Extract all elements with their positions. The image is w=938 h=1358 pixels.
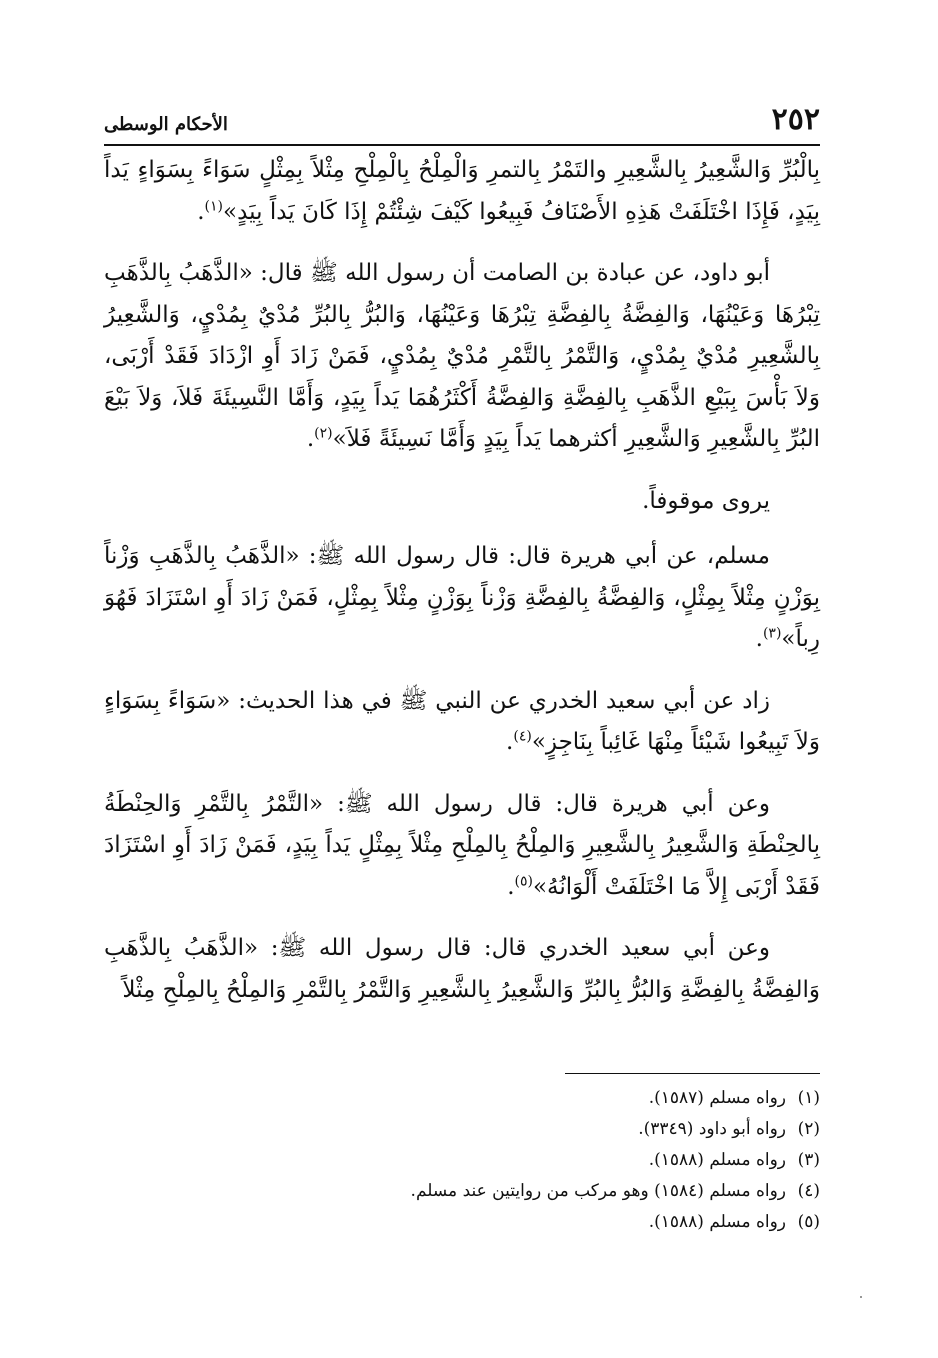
footnote-text: رواه أبو داود (٣٣٤٩).	[638, 1119, 786, 1139]
paragraph	[104, 253, 820, 461]
paragraph-end: .	[506, 729, 514, 755]
scan-speck	[860, 1296, 862, 1298]
footnote-ref: (١)	[204, 197, 224, 214]
paragraph	[104, 150, 820, 233]
paragraph	[104, 784, 820, 909]
footnote-ref: (٤)	[513, 728, 532, 745]
footnote-ref: (٣)	[762, 625, 782, 642]
footnote-ref: (٢)	[314, 425, 333, 442]
paragraph-text: زاد عن أبي سعيد الخدري عن النبي ﷺ في هذا الحديث: «سَوَاءً بِسَوَاءٍ وَلاَ تَبِيعُوا شَيْئاً مِنْهَا غَائِباً بِنَاجِزٍ»	[104, 687, 820, 755]
footnote-text: رواه مسلم (١٥٨٤) وهو مركب من روايتين عند مسلم.	[410, 1181, 786, 1201]
footnote-ref: (٥)	[514, 872, 533, 889]
paragraph-text: مسلم، عن أبي هريرة قال: قال رسول الله ﷺ: «الذَّهَبُ بِالذَّهَبِ وَزْناً بِوَزْنٍ مِثْلاً بِمِثْلٍ، وَالفِضَّةُ بِالفِضَّةِ وَزْناً بِوَزْنٍ مِثْلاً بِمِثْلٍ، فَمَنْ زَادَ أَوِ اسْتَزَادَ فَهُوَ رِباً»	[104, 543, 820, 652]
paragraph-end: .	[507, 873, 515, 900]
paragraph-text: أبو داود، عن عبادة بن الصامت أن رسول الله ﷺ قال: «الذَّهَبُ بِالذَّهَبِ تِبْرُهَا وَعَيْنُهَا، وَالفِضَّةُ بِالفِضَّةِ تِبْرُهَا وَعَيْنُهَا، وَالبُرُّ بِالبُرِّ مُدْيٌ بِمُدْيٍ، وَالشَّعِيرُ بِالشَّعِيرِ مُدْيٌ بِمُدْيٍ، وَالتَّمْرُ بِالتَّمْرِ مُدْيٌ بِمُدْيٍ، فَمَنْ زَادَ أَوِ ازْدَادَ فَقَدْ أَرْبَى، وَلاَ بَأْسَ بِبَيْعِ الذَّهَبِ بِالفِضَّةِ وَالفِضَّةُ أَكْثَرُهُمَا يَداً بِيَدٍ، وَأَمَّا النَّسِيئَةَ فَلاَ، وَلاَ بَيْعَ البُرِّ بِالشَّعِيرِ وَالشَّعِيرِ أكثرهما يَداً بِيَدٍ وَأَمَّا نَسِيئَةً فَلاَ»	[104, 260, 820, 452]
footnote-number: (٥)	[797, 1212, 820, 1232]
page-header	[104, 96, 820, 140]
main-text	[104, 150, 820, 1031]
paragraph-text: يروى موقوفاً.	[642, 487, 770, 514]
footnote	[104, 1083, 820, 1114]
paragraph	[104, 681, 820, 764]
paragraph-text: وعن أبي سعيد الخدري قال: قال رسول الله ﷺ: «الذَّهَبُ بِالذَّهَبِ وَالفِضَّةُ بِالفِضَّةِ وَالبُرُّ بِالبُرِّ وَالشَّعِيرُ بِالشَّعِيرِ وَالتَّمْرُ بِالتَّمْرِ وَالمِلْحُ بِالمِلْحِ مِثْلاً	[104, 935, 820, 1003]
header-rule	[104, 144, 820, 146]
footnote-rule	[565, 1073, 820, 1074]
page-number: ٢٥٢	[771, 102, 820, 137]
paragraph	[104, 536, 820, 661]
footnote-number: (٢)	[797, 1119, 820, 1139]
footnote	[104, 1207, 820, 1238]
footnote-number: (٣)	[797, 1150, 820, 1170]
footnote-number: (١)	[797, 1088, 820, 1108]
paragraph	[104, 928, 820, 1011]
running-title: الأحكام الوسطى	[104, 114, 228, 135]
footnotes	[104, 1083, 820, 1238]
footnote-text: رواه مسلم (١٥٨٨).	[648, 1150, 786, 1170]
paragraph-end: .	[306, 426, 315, 452]
footnote-text: رواه مسلم (١٥٨٨).	[648, 1212, 786, 1232]
paragraph-text: وعن أبي هريرة قال: قال رسول الله ﷺ: «التَّمْرُ بِالتَّمْرِ وَالحِنْطَةُ بِالحِنْطَةِ وَالشَّعِيرُ بِالشَّعِيرِ وَالمِلْحُ بِالمِلْحِ مِثْلاً بِمِثْلٍ يَداً بِيَدٍ، فَمَنْ زَادَ أَوِ اسْتَزَادَ فَقَدْ أَرْبَى إِلاَّ مَا اخْتَلَفَتْ أَلْوَانُهُ»	[104, 790, 820, 900]
footnote-text: رواه مسلم (١٥٨٧).	[648, 1088, 786, 1108]
footnote	[104, 1145, 820, 1176]
paragraph-end: .	[197, 198, 205, 225]
paragraph	[104, 481, 820, 523]
paragraph-end: .	[755, 626, 763, 652]
footnote	[104, 1176, 820, 1207]
footnote	[104, 1114, 820, 1145]
footnote-number: (٤)	[797, 1181, 820, 1201]
paragraph-text: بِالْبُرِّ وَالشَّعِيرُ بِالشَّعِيرِ والتَمْرُ بِالتمرِ وَالْمِلْحُ بِالْمِلْحِ مِثْلاً بِمِثْلٍ سَوَاءً بِسَوَاءٍ يَداً بِيَدٍ، فَإِذَا اخْتَلَفَتْ هَذِهِ الأَصْنَافُ فَبِيعُوا كَيْفَ شِئْتُمْ إِذَا كَانَ يَداً بِيَدٍ»	[104, 157, 820, 225]
